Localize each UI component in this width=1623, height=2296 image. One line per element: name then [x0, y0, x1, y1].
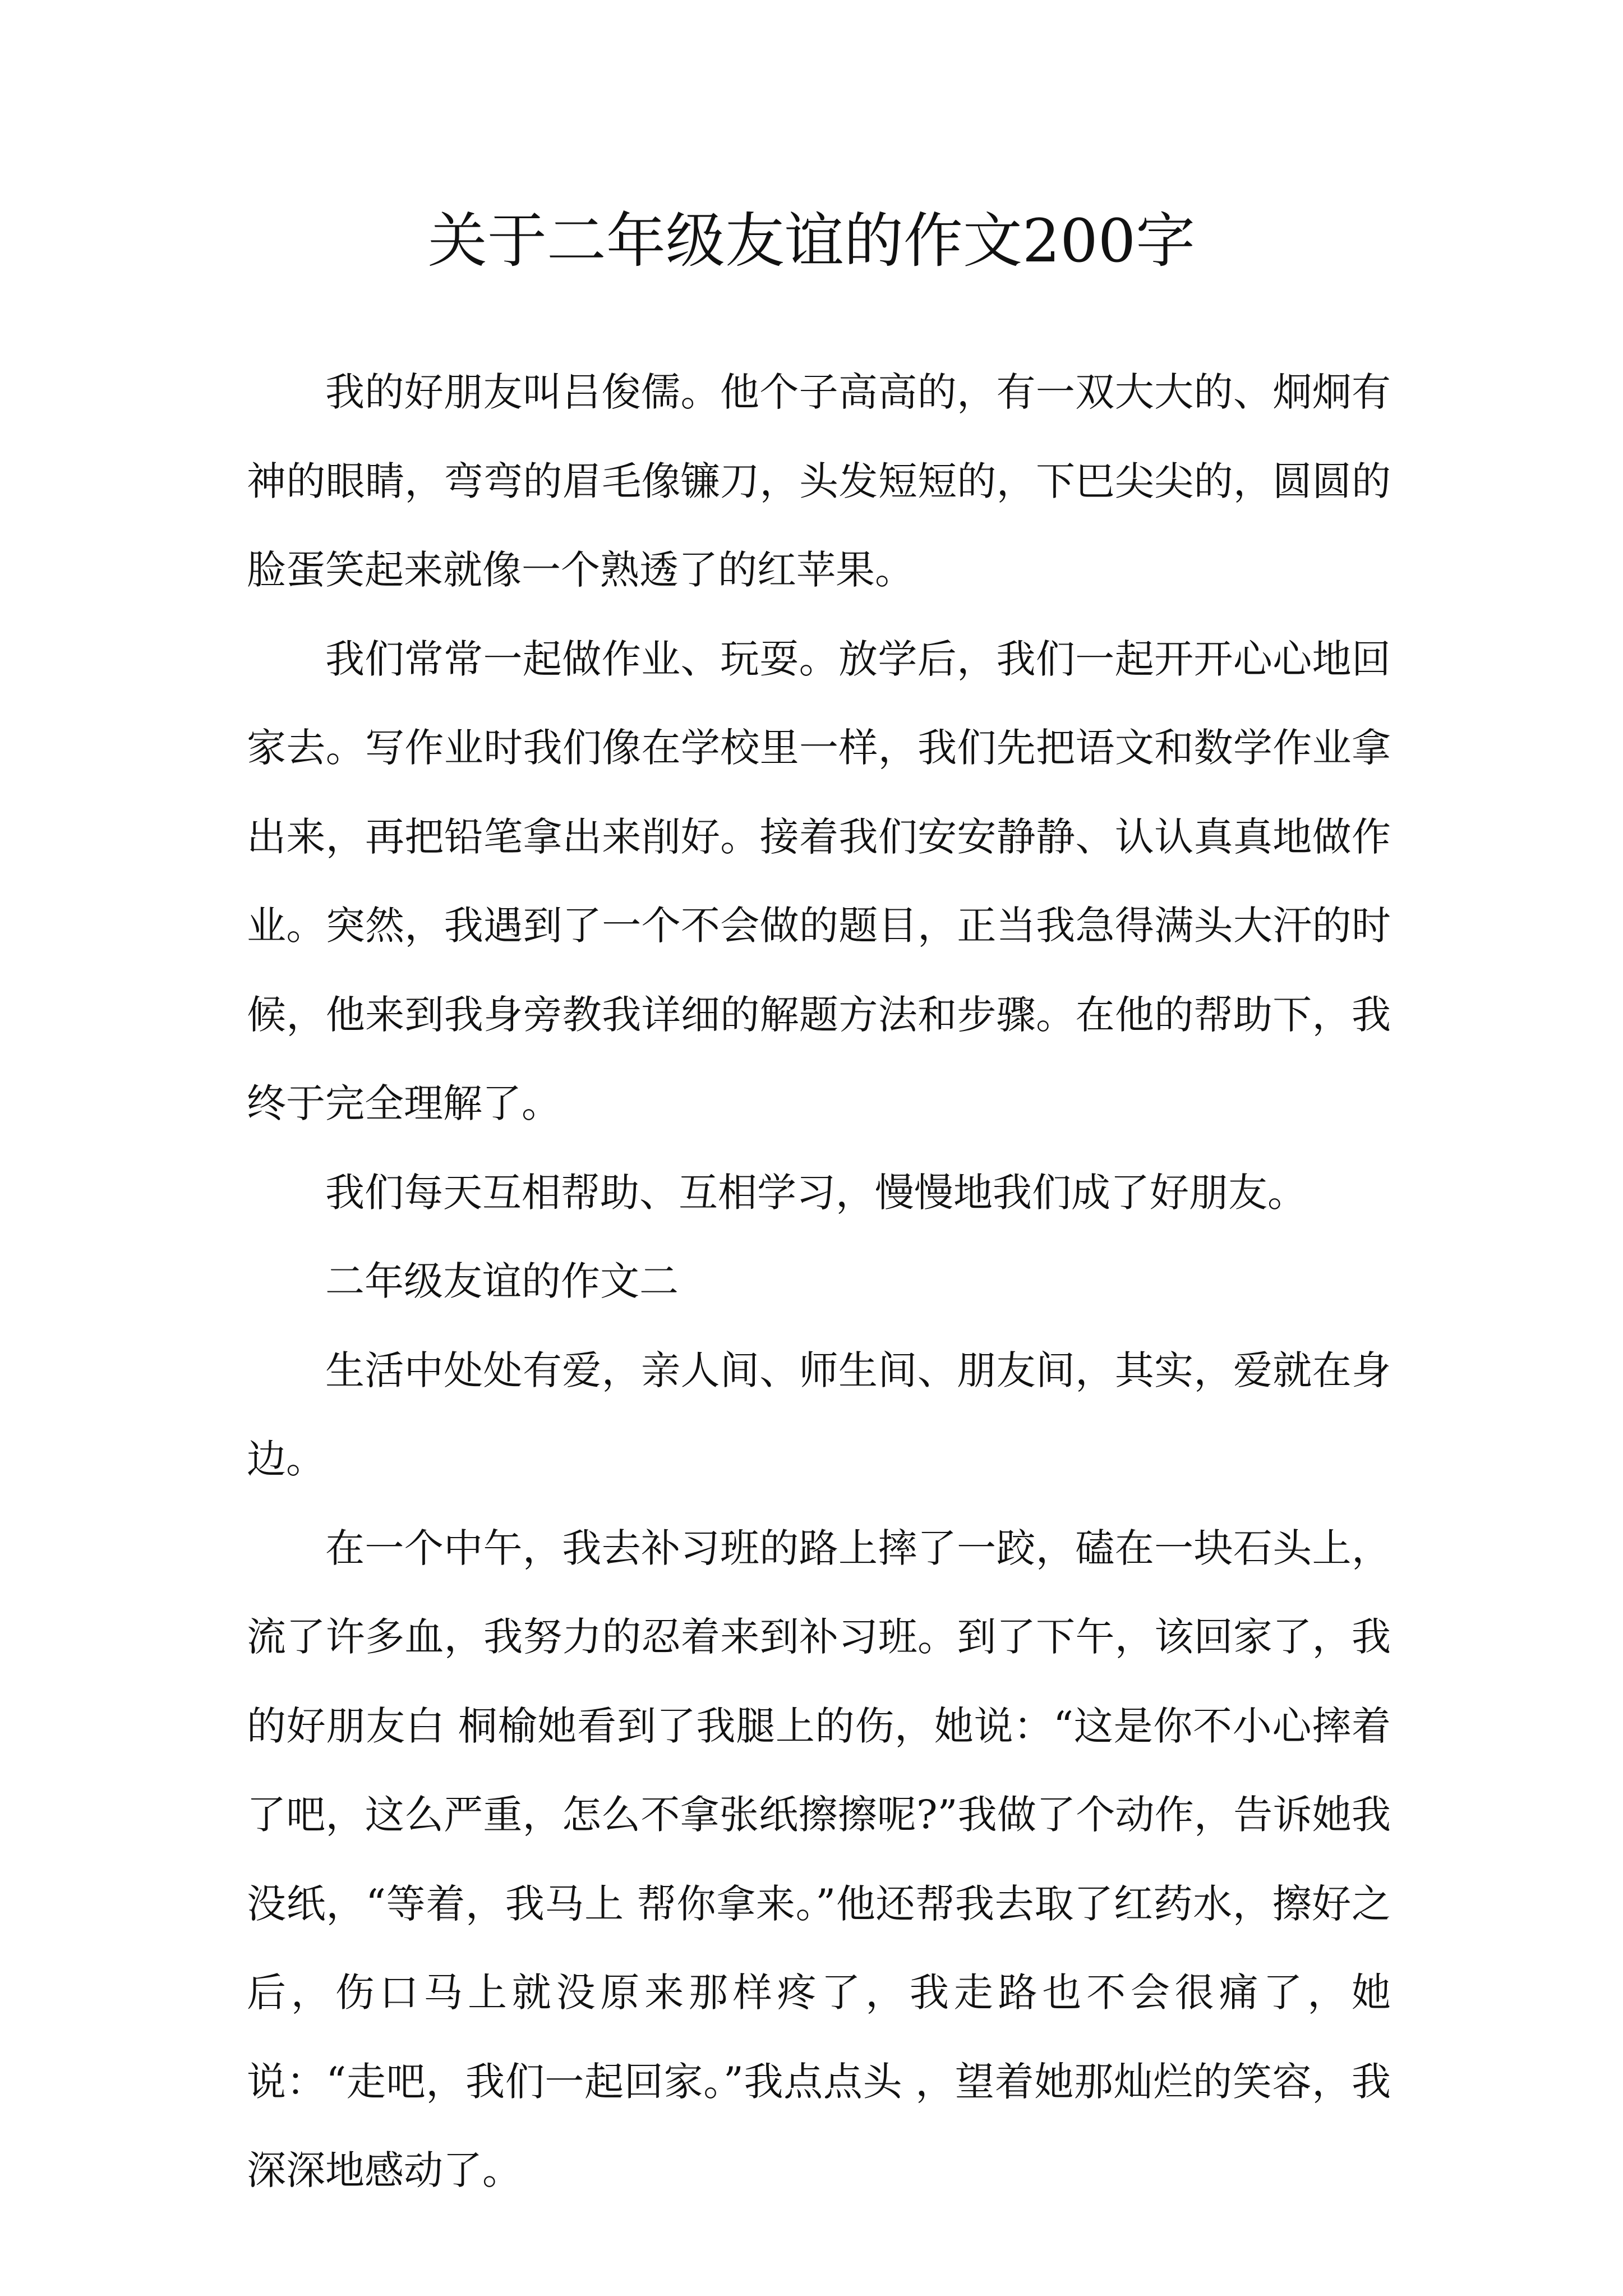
paragraph: 我们常常一起做作业、玩耍。放学后，我们一起开开心心地回家去。写作业时我们像在学校里一样，我们先把语文和数学作业拿出来，再把铅笔拿出来削好。接着我们安安静静、认认真真地做作业。突然，我遇到了一个不会做的题目，正当我急得满头大汗的时候，他来到我身旁教我详细的解题方法和步骤。在他的帮助下，我终于完全理解了。 [247, 636, 1391, 1126]
paragraph: 我的好朋友叫吕俊儒。他个子高高的，有一双大大的、炯炯有神的眼睛，弯弯的眉毛像镰刀，头发短短的，下巴尖尖的，圆圆的脸蛋笑起来就像一个熟透了的红苹果。 [247, 369, 1391, 593]
section-heading: 二年级友谊的作文二 [325, 1258, 679, 1304]
document-title: 关于二年级友谊的作文200字 [427, 206, 1196, 275]
document-body [247, 348, 1391, 2215]
paragraph: 在一个中午，我去补习班的路上摔了一跤，磕在一块石头上，流了许多血，我努力的忍着来到补习班。到了下午，该回家了，我的好朋友白 桐榆她看到了我腿上的伤，她说：“这是你不小心摔着了吧，这么严重，怎么不拿张纸擦擦呢?”我做了个动作，告诉她我没纸，“等着，我马上 帮你拿来。”他还帮我去取了红药水，擦好之后，伤口马上就没原来那样疼了，我走路也不会很痛了，她说：“走吧，我们一起回家。”我点点头 ，望着她那灿烂的笑容，我深深地感动了。 [247, 1525, 1391, 2193]
paragraph: 生活中处处有爱，亲人间、师生间、朋友间，其实，爱就在身边。 [247, 1347, 1391, 1482]
paragraph: 我们每天互相帮助、互相学习，慢慢地我们成了好朋友。 [325, 1169, 1307, 1216]
